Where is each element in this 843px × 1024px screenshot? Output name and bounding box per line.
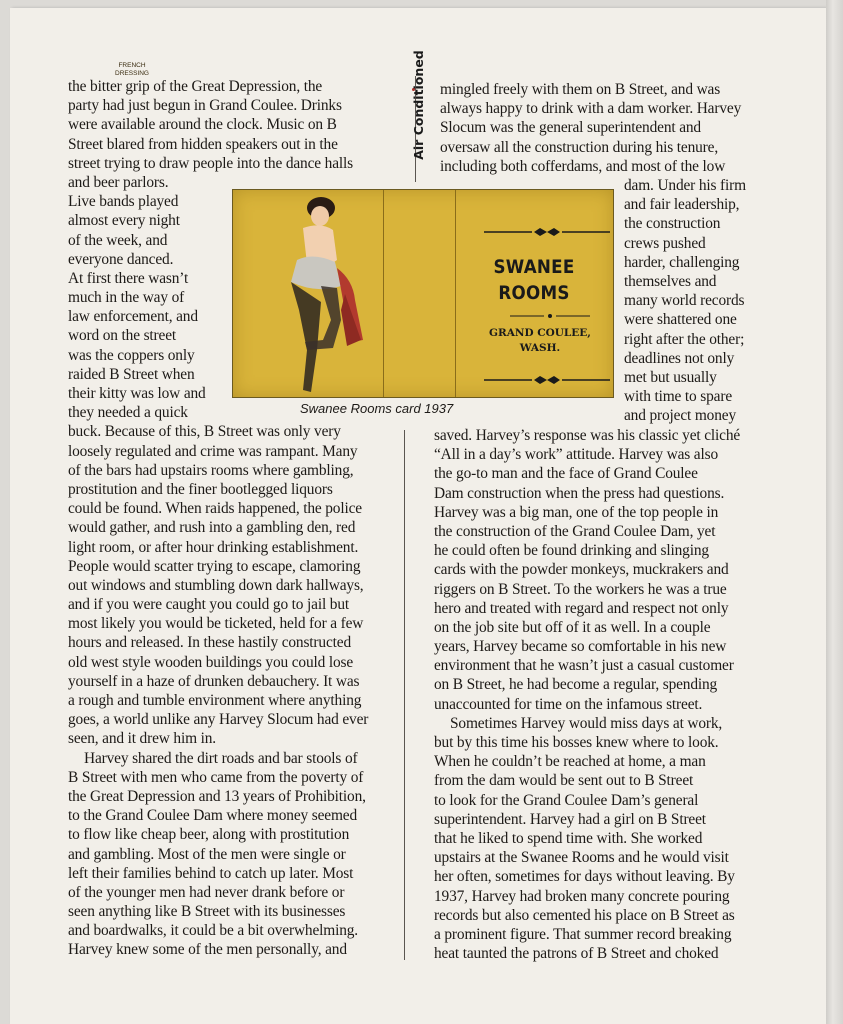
text-line: Harvey shared the dirt roads and bar stools of: [84, 749, 358, 767]
text-line: were shattered one: [624, 311, 737, 329]
text-line: deadlines not only: [624, 349, 735, 367]
text-line: themselves and: [624, 272, 717, 290]
ornament-divider: [510, 311, 590, 321]
text-line: left their families behind to catch up later. Most: [68, 864, 354, 882]
text-line: on the job site but off of it as well. In a couple: [434, 618, 711, 636]
card-fold-middle: [455, 190, 456, 397]
text-line: loosely regulated and crime was rampant. Many: [68, 442, 358, 460]
text-line: 1937, Harvey had broken many concrete pouring: [434, 887, 730, 905]
text-line: almost every night: [68, 212, 180, 230]
text-line: the construction of the Grand Coulee Dam, yet: [434, 522, 716, 540]
text-line: superintendent. Harvey had a girl on B Street: [434, 810, 706, 828]
text-line: everyone danced.: [68, 250, 174, 268]
text-line: seen anything like B Street with its businesses: [68, 903, 346, 921]
text-line: the bitter grip of the Great Depression, the: [68, 78, 323, 95]
ornament-bottom: [484, 375, 610, 385]
text-line: much in the way of: [68, 289, 185, 307]
text-line: Street blared from hidden speakers out in the: [68, 135, 338, 153]
text-line: unaccounted for time on the infamous street.: [434, 695, 703, 713]
text-line: from the dam would be sent out to B Street: [434, 772, 694, 790]
text-line: that he liked to spend time with. She worked: [434, 829, 703, 847]
text-line: but by this time his bosses knew where to look.: [434, 734, 719, 751]
french-dressing-label: FRENCH DRESSING: [115, 62, 149, 77]
text-line: out windows and stumbling down dark hallways,: [68, 576, 364, 594]
text-line: hero and treated with regard and respect not only: [434, 599, 729, 617]
text-line: street trying to draw people into the dance halls: [68, 154, 353, 172]
text-line: to flow like cheap beer, along with prostitution: [68, 826, 350, 844]
text-line: Harvey was a big man, one of the top people in: [434, 503, 719, 521]
text-line: a rough and tumble environment where anything: [68, 692, 362, 709]
card-location-line2: WASH.: [519, 342, 561, 354]
text-line: old west style wooden buildings you could lose: [68, 653, 354, 671]
text-line: heat taunted the patrons of B Street and choked: [434, 945, 719, 963]
text-line: most likely you would be ticketed, held for a few: [68, 615, 364, 633]
text-line: Slocum was the general superintendent and: [440, 119, 701, 137]
text-line: he could often be found drinking and slinging: [434, 542, 709, 560]
text-line: At first there wasn’t: [68, 269, 189, 287]
text-line: dam. Under his firm: [624, 177, 746, 194]
text-line: cards with the powder monkeys, muckrakers and: [434, 561, 729, 579]
pinup-illustration: [233, 190, 383, 397]
text-line: and if you were caught you could go to jail but: [68, 596, 350, 614]
text-line: years, Harvey became so comfortable in his new: [434, 638, 727, 656]
text-line: her often, sometimes for days without leaving. By: [434, 868, 735, 886]
text-line: upstairs at the Swanee Rooms and he would visit: [434, 849, 729, 867]
text-line: of the bars had upstairs rooms where gambling,: [68, 461, 354, 479]
text-line: People would scatter trying to escape, clamoring: [68, 557, 361, 575]
text-line: hours and released. In these hastily constructed: [68, 634, 351, 652]
text-line: light room, or after hour drinking establishment.: [68, 538, 359, 556]
text-line: goes, a world unlike any Harvey Slocum had ever: [68, 711, 369, 729]
text-line: the Great Depression and 13 years of Prohibition,: [68, 787, 366, 805]
text-line: including both cofferdams, and most of the low: [440, 157, 726, 175]
text-line: saved. Harvey’s response was his classic yet cliché: [434, 427, 741, 444]
text-line: buck. Because of this, B Street was only very: [68, 423, 341, 441]
text-line: Live bands played: [68, 193, 179, 211]
page-edge-shadow: [826, 0, 843, 1024]
text-line: party had just begun in Grand Coulee. Drinks: [68, 97, 342, 115]
text-line: yourself in a haze of drunken debauchery. It was: [68, 672, 360, 690]
text-line: prostitution and the finer bootlegged liquors: [68, 480, 333, 498]
text-line: and project money: [624, 407, 736, 425]
air-conditioned-label: Air Conditioned: [411, 50, 426, 160]
text-line: to the Grand Coulee Dam where money seemed: [68, 807, 358, 825]
text-line: on B Street, he had become a regular, spending: [434, 676, 718, 694]
text-line: they needed a quick: [68, 404, 188, 422]
text-line: was the coppers only: [68, 346, 195, 364]
card-fold-left: [383, 190, 384, 397]
text-line: to look for the Grand Coulee Dam’s general: [434, 791, 699, 809]
right-text-column-wrap: [624, 176, 746, 425]
text-line: Dam construction when the press had questions.: [434, 484, 725, 502]
text-line: the construction: [624, 215, 721, 233]
text-line: always happy to drink with a dam worker. Harvey: [440, 100, 742, 118]
text-line: of the younger men had never drank before or: [68, 883, 345, 901]
text-line: and beer parlors.: [68, 173, 169, 191]
text-line: of the week, and: [68, 231, 168, 249]
text-line: and gambling. Most of the men were single or: [68, 845, 346, 863]
right-text-column-bottom: [434, 426, 740, 963]
text-line: mingled freely with them on B Street, and was: [440, 81, 721, 98]
text-line: with time to spare: [624, 388, 733, 406]
text-line: and fair leadership,: [624, 196, 740, 214]
text-line: When he couldn’t be reached at home, a man: [434, 753, 706, 771]
text-line: seen, and it drew him in.: [68, 730, 216, 748]
text-line: Sometimes Harvey would miss days at work,: [450, 714, 723, 732]
text-line: crews pushed: [624, 234, 706, 252]
text-line: the go-to man and the face of Grand Coulee: [434, 465, 698, 483]
text-line: riggers on B Street. To the workers he was a true: [434, 580, 727, 598]
text-line: harder, challenging: [624, 253, 740, 271]
text-line: met but usually: [624, 368, 717, 386]
card-name-line1: SWANEE: [493, 256, 575, 278]
text-line: could be found. When raids happened, the police: [68, 500, 362, 518]
text-line: oversaw all the construction during his tenure,: [440, 138, 719, 156]
text-line: word on the street: [68, 327, 176, 345]
text-line: right after the other;: [624, 330, 745, 348]
card-location-line1: GRAND COULEE,: [489, 327, 591, 339]
text-line: records but also cemented his place on B Street as: [434, 906, 735, 924]
text-line: environment that he wasn’t just a casual customer: [434, 657, 734, 675]
text-line: law enforcement, and: [68, 308, 198, 326]
text-line: many world records: [624, 292, 745, 310]
column-rule-bottom: [404, 430, 405, 960]
ornament-top: [484, 227, 610, 237]
text-line: raided B Street when: [68, 365, 195, 383]
text-line: B Street with men who came from the poverty of: [68, 768, 364, 786]
text-line: and boardwalks, it could be a bit overwhelming.: [68, 922, 359, 940]
text-line: were available around the clock. Music on B: [68, 116, 337, 134]
card-name-line2: ROOMS: [498, 282, 570, 304]
text-line: “All in a day’s work” attitude. Harvey was also: [434, 446, 719, 464]
text-line: Harvey knew some of the men personally, and: [68, 941, 347, 959]
text-line: a prominent figure. That summer record breaking: [434, 925, 732, 943]
text-line: would gather, and rush into a gambling den, red: [68, 519, 356, 537]
text-line: their kitty was low and: [68, 385, 206, 402]
image-caption: Swanee Rooms card 1937: [300, 401, 454, 416]
right-text-column-top: [440, 80, 741, 176]
